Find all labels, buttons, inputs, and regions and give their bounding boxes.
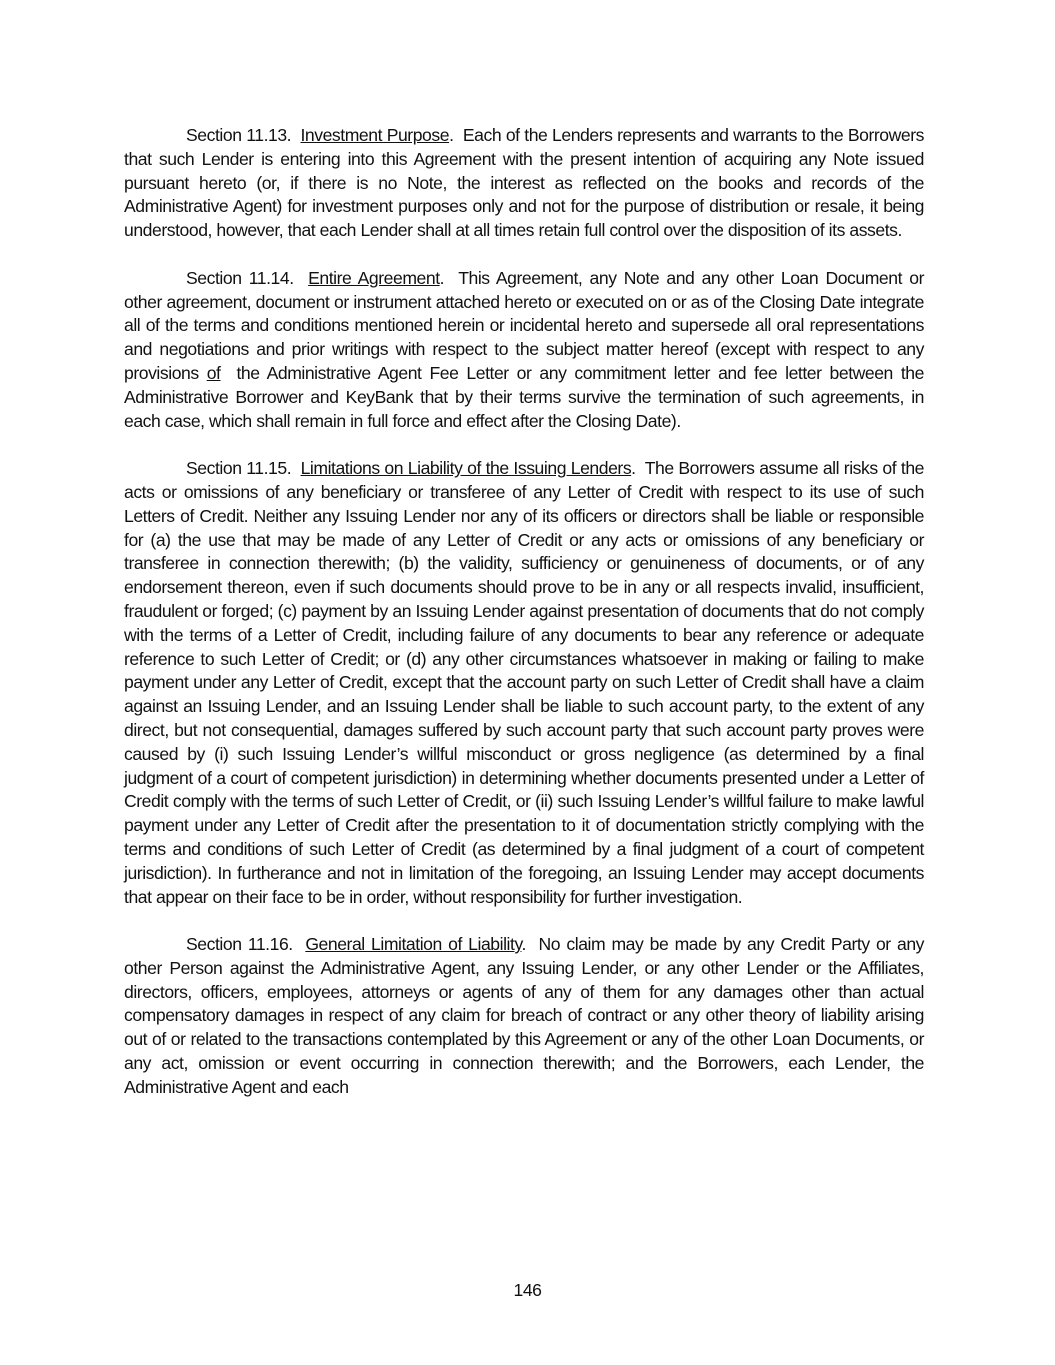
document-page <box>124 124 924 1123</box>
section-number: Section 11.15. <box>186 458 292 479</box>
section-11-15: Section 11.15. Limitations on Liability of the Issuing Lenders. The Borrowers assume all risks of the acts or omissions of any beneficiary or transferee of any Letter of Credit with respect to its use of such Letters of Credit. Neither any Issuing Lender nor any of its officers or directors shall be liable or responsible for (a) the use that may be made of any Letter of Credit or any acts or omissions of any beneficiary or transferee in connection therewith; (b) the validity, sufficiency or genuineness of documents, or of any endorsement thereon, even if such documents should prove to be in any or all respects invalid, insufficient, fraudulent or forged; (c) payment by an Issuing Lender against presentation of documents that do not comply with the terms of a Letter of Credit, including failure of any documents to bear any reference or adequate reference to such Letter of Credit; or (d) any other circumstances whatsoever in making or failing to make payment under any Letter of Credit, except that the account party on such Letter of Credit shall have a claim against an Issuing Lender, and an Issuing Lender shall be liable to such account party, to the extent of any direct, but not consequential, damages suffered by such account party that such account party proves were caused by (i) such Issuing Lender’s willful misconduct or gross negligence (as determined by a final judgment of a court of competent jurisdiction) in determining whether documents presented under a Letter of Credit comply with the terms of such Letter of Credit, or (ii) such Issuing Lender’s willful failure to make lawful payment under any Letter of Credit after the presentation to it of documentation strictly complying with the terms and conditions of such Letter of Credit (as determined by a final judgment of a court of competent jurisdiction). In furtherance and not in limitation of the foregoing, an Issuing Lender may accept documents that appear on their face to be in order, without responsibility for further investigation. <box>124 458 924 907</box>
section-body-after: the Administrative Agent Fee Letter or any commitment letter and fee letter between the Administrative Borrower and KeyBank that by their terms survive the termination of such agreements, in each case, which shall remain in full force and effect after the Closing Date). <box>124 362 924 431</box>
section-body: The Borrowers assume all risks of the acts or omissions of any beneficiary or transferee of any Letter of Credit with respect to its use of such Letters of Credit. Neither any Issuing Lender nor any of its officers or directors shall be liable or responsible for (a) the use that may be made of any Letter of Credit or any acts or omissions of any beneficiary or transferee in connection therewith; (b) the validity, sufficiency or genuineness of documents, or of any endorsement thereon, even if such documents should prove to be in any or all respects invalid, insufficient, fraudulent or forged; (c) payment by an Issuing Lender against presentation of documents that do not comply with the terms of a Letter of Credit, including failure of any documents to bear any reference or adequate reference to such Letter of Credit; or (d) any other circumstances whatsoever in making or failing to make payment under any Letter of Credit, except that the account party on such Letter of Credit shall have a claim against an Issuing Lender, and an Issuing Lender shall be liable to such account party, to the extent of any direct, but not consequential, damages suffered by such account party that such account party proves were caused by (i) such Issuing Lender’s willful misconduct or gross negligence (as determined by a final judgment of a court of competent jurisdiction) in determining whether documents presented under a Letter of Credit comply with the terms of such Letter of Credit, or (ii) such Issuing Lender’s willful failure to make lawful payment under any Letter of Credit after the presentation to it of documentation strictly complying with the terms and conditions of such Letter of Credit (as determined by a final judgment of a court of competent jurisdiction). In furtherance and not in limitation of the foregoing, an Issuing Lender may accept documents that appear on their face to be in order, without responsibility for further investigation. <box>124 458 924 907</box>
section-heading: Investment Purpose <box>300 125 450 145</box>
underlined-word: of <box>206 362 221 383</box>
section-number: Section 11.16. <box>186 934 293 955</box>
section-heading: Entire Agreement <box>308 267 440 288</box>
section-11-16: Section 11.16. General Limitation of Liability. No claim may be made by any Credit Party or any other Person against the Administrative Agent, any Issuing Lender, or any other Lender or the Affiliates, directors, officers, employees, attorneys or agents of any of them for any damages other than actual compensatory damages in respect of any claim for breach of contract or any other theory of liability arising out of or related to the transactions contemplated by this Agreement or any of the other Loan Documents, or any act, omission or event occurring in connection therewith; and the Borrowers, each Lender, the Administrative Agent and each <box>124 934 924 1097</box>
section-body-before: This Agreement, any Note and any other Loan Document or other agreement, document or instrument attached hereto or executed on or as of the Closing Date integrate all of the terms and conditions mentioned herein or incidental hereto and supersede all oral representations and negotiations and prior writings with respect to the subject matter hereof (except with respect to any provisions <box>124 267 924 383</box>
page-number: 146 <box>513 1280 542 1300</box>
section-heading: Limitations on Liability of the Issuing Lenders <box>300 458 632 479</box>
section-body: No claim may be made by any Credit Party or any other Person against the Administrative Agent, any Issuing Lender, or any other Lender or the Affiliates, directors, officers, employees, attorneys or agents of any of them for any damages other than actual compensatory damages in respect of any claim for breach of contract or any other theory of liability arising out of or related to the transactions contemplated by this Agreement or any of the other Loan Documents, or any act, omission or event occurring in connection therewith; and the Borrowers, each Lender, the Administrative Agent and each <box>124 934 924 1097</box>
section-number: Section 11.13. <box>186 125 292 145</box>
section-number: Section 11.14. <box>186 267 294 288</box>
section-11-14: Section 11.14. Entire Agreement. This Agreement, any Note and any other Loan Document or other agreement, document or instrument attached hereto or executed on or as of the Closing Date integrate all of the terms and conditions mentioned herein or incidental hereto and supersede all oral representations and negotiations and prior writings with respect to the subject matter hereof (except with respect to any provisions of the Administrative Agent Fee Letter or any commitment letter and fee letter between the Administrative Borrower and KeyBank that by their terms survive the termination of such agreements, in each case, which shall remain in full force and effect after the Closing Date). <box>124 267 924 431</box>
section-11-13: Section 11.13. Investment Purpose. Each of the Lenders represents and warrants to the Borrowers that such Lender is entering into this Agreement with the present intention of acquiring any Note issued pursuant hereto (or, if there is no Note, the interest as reflected on the books and records of the Administrative Agent) for investment purposes only and not for the purpose of distribution or resale, it being understood, however, that each Lender shall at all times retain full control over the disposition of its assets. <box>124 125 924 241</box>
section-heading: General Limitation of Liability <box>305 934 522 955</box>
section-body: Each of the Lenders represents and warrants to the Borrowers that such Lender is entering into this Agreement with the present intention of acquiring any Note issued pursuant hereto (or, if there is no Note, the interest as reflected on the books and records of the Administrative Agent) for investment purposes only and not for the purpose of distribution or resale, it being understood, however, that each Lender shall at all times retain full control over the disposition of its assets. <box>124 125 924 241</box>
